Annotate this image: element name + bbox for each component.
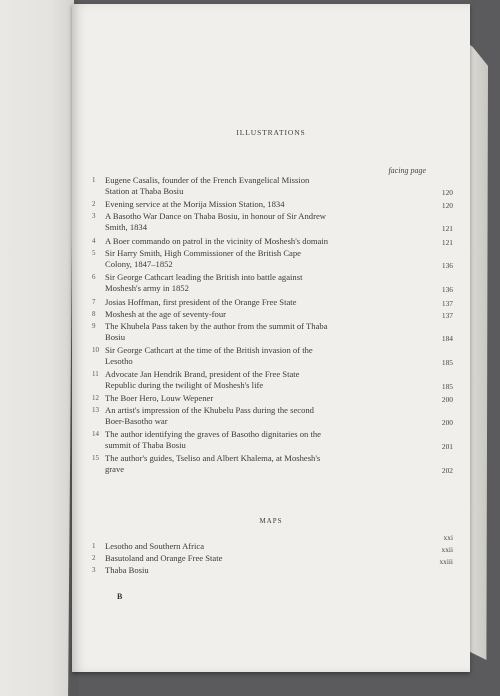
illustration-entry — [92, 393, 422, 404]
caption-line: Sir George Cathcart leading the British into battle against — [105, 272, 303, 282]
illustration-page-number: 136 — [441, 260, 453, 270]
caption-line: Colony, 1847–1852 — [105, 258, 173, 269]
caption-line: Sir George Cathcart at the time of the British invasion of the — [105, 345, 313, 355]
illustration-number: 11 — [92, 370, 99, 378]
caption-line: Josias Hoffman, first president of the Orange Free State — [105, 297, 297, 307]
map-entry — [92, 553, 392, 564]
illustration-entry — [92, 405, 422, 426]
caption-line: Lesotho — [105, 355, 133, 366]
facing-page-label: facing page — [388, 166, 426, 175]
caption-line: A Boer commando on patrol in the vicinity of Moshesh's domain — [105, 236, 329, 246]
illustration-caption — [105, 369, 422, 390]
map-caption: Basutoland and Orange Free State — [105, 553, 223, 563]
book-page — [72, 4, 470, 672]
illustration-page-number: 200 — [441, 395, 453, 404]
map-number: 3 — [92, 566, 96, 574]
map-number: 2 — [92, 554, 96, 562]
map-page-number: xxi — [443, 533, 453, 542]
caption-line: The author's guides, Tseliso and Albert Khalema, at Moshesh's — [105, 453, 321, 463]
illustration-page-number: 185 — [441, 381, 453, 391]
illustration-number: 9 — [92, 322, 96, 330]
illustration-number: 13 — [92, 406, 99, 414]
illustration-number: 10 — [92, 346, 99, 354]
caption-line: grave — [105, 463, 125, 474]
illustration-number: 6 — [92, 273, 96, 281]
illustration-page-number: 185 — [441, 357, 453, 367]
caption-line: A Basotho War Dance on Thaba Bosiu, in honour of Sir Andrew — [105, 211, 326, 221]
map-entry — [92, 541, 392, 552]
map-caption: Lesotho and Southern Africa — [105, 541, 205, 551]
illustration-entry — [92, 248, 422, 269]
illustration-number: 4 — [92, 237, 96, 245]
illustration-number: 1 — [92, 176, 96, 184]
map-number: 1 — [92, 542, 96, 550]
map-entry — [92, 565, 392, 576]
illustration-number: 7 — [92, 298, 96, 306]
illustration-caption — [105, 453, 422, 474]
caption-line: Station at Thaba Bosiu — [105, 185, 184, 196]
illustration-caption — [105, 211, 422, 232]
caption-line: Smith, 1834 — [105, 221, 148, 232]
illustration-entry — [92, 236, 422, 247]
illustration-page-number: 136 — [441, 284, 453, 294]
illustration-caption — [105, 272, 422, 293]
map-caption: Thaba Bosiu — [105, 565, 149, 575]
illustration-caption — [105, 393, 422, 404]
illustration-caption — [105, 175, 422, 196]
illustration-caption — [105, 309, 422, 320]
illustration-entry — [92, 211, 422, 232]
illustration-entry — [92, 321, 422, 342]
illustration-page-number: 200 — [441, 417, 453, 427]
illustration-page-number: 137 — [441, 311, 453, 320]
illustration-number: 2 — [92, 200, 96, 208]
illustration-entry — [92, 309, 422, 320]
illustration-number: 5 — [92, 249, 96, 257]
caption-line: Eugene Casalis, founder of the French Evangelical Mission — [105, 175, 310, 185]
map-page-number: xxiii — [439, 557, 453, 566]
illustration-entry — [92, 369, 422, 390]
illustration-page-number: 120 — [441, 187, 453, 197]
illustration-number: 14 — [92, 430, 99, 438]
caption-line: The author identifying the graves of Basotho dignitaries on the — [105, 429, 321, 439]
illustration-number: 3 — [92, 212, 96, 220]
caption-line: Advocate Jan Hendrik Brand, president of the Free State — [105, 369, 300, 379]
illustration-number: 12 — [92, 394, 99, 402]
caption-line: The Khubela Pass taken by the author from the summit of Thaba — [105, 321, 328, 331]
map-page-number: xxii — [441, 545, 453, 554]
caption-line: Evening service at the Morija Mission Station, 1834 — [105, 199, 285, 209]
previous-page-edge — [0, 0, 74, 696]
illustration-page-number: 202 — [441, 465, 453, 475]
illustration-caption — [105, 429, 422, 450]
caption-line: Moshesh at the age of seventy-four — [105, 309, 226, 319]
caption-line: Republic during the twilight of Moshesh's life — [105, 379, 264, 390]
illustration-entry — [92, 272, 422, 293]
caption-line: Bosiu — [105, 331, 126, 342]
illustration-caption — [105, 297, 422, 308]
illustrations-heading: ILLUSTRATIONS — [236, 128, 306, 137]
illustration-entry — [92, 199, 422, 210]
illustration-page-number: 137 — [441, 299, 453, 308]
caption-line: An artist's impression of the Khubelu Pass during the second — [105, 405, 314, 415]
maps-heading: MAPS — [259, 517, 283, 525]
illustration-caption — [105, 405, 422, 426]
illustration-entry — [92, 175, 422, 196]
illustration-number: 8 — [92, 310, 96, 318]
caption-line: Moshesh's army in 1852 — [105, 282, 189, 293]
illustration-page-number: 201 — [441, 441, 453, 451]
illustration-caption — [105, 236, 422, 247]
illustration-page-number: 121 — [441, 223, 453, 233]
illustration-entry — [92, 453, 422, 474]
illustration-number: 15 — [92, 454, 99, 462]
signature-mark: B — [117, 592, 123, 601]
illustration-caption — [105, 199, 422, 210]
illustration-caption — [105, 345, 422, 366]
illustration-caption — [105, 321, 422, 342]
caption-line: The Boer Hero, Louw Wepener — [105, 393, 214, 403]
caption-line: Sir Harry Smith, High Commissioner of the British Cape — [105, 248, 301, 258]
illustration-page-number: 121 — [441, 238, 453, 247]
illustration-entry — [92, 429, 422, 450]
illustration-caption — [105, 248, 422, 269]
caption-line: summit of Thaba Bosiu — [105, 439, 186, 450]
illustration-page-number: 184 — [441, 333, 453, 343]
caption-line: Boer-Basotho war — [105, 415, 168, 426]
illustration-entry — [92, 345, 422, 366]
illustration-page-number: 120 — [441, 201, 453, 210]
illustration-entry — [92, 297, 422, 308]
